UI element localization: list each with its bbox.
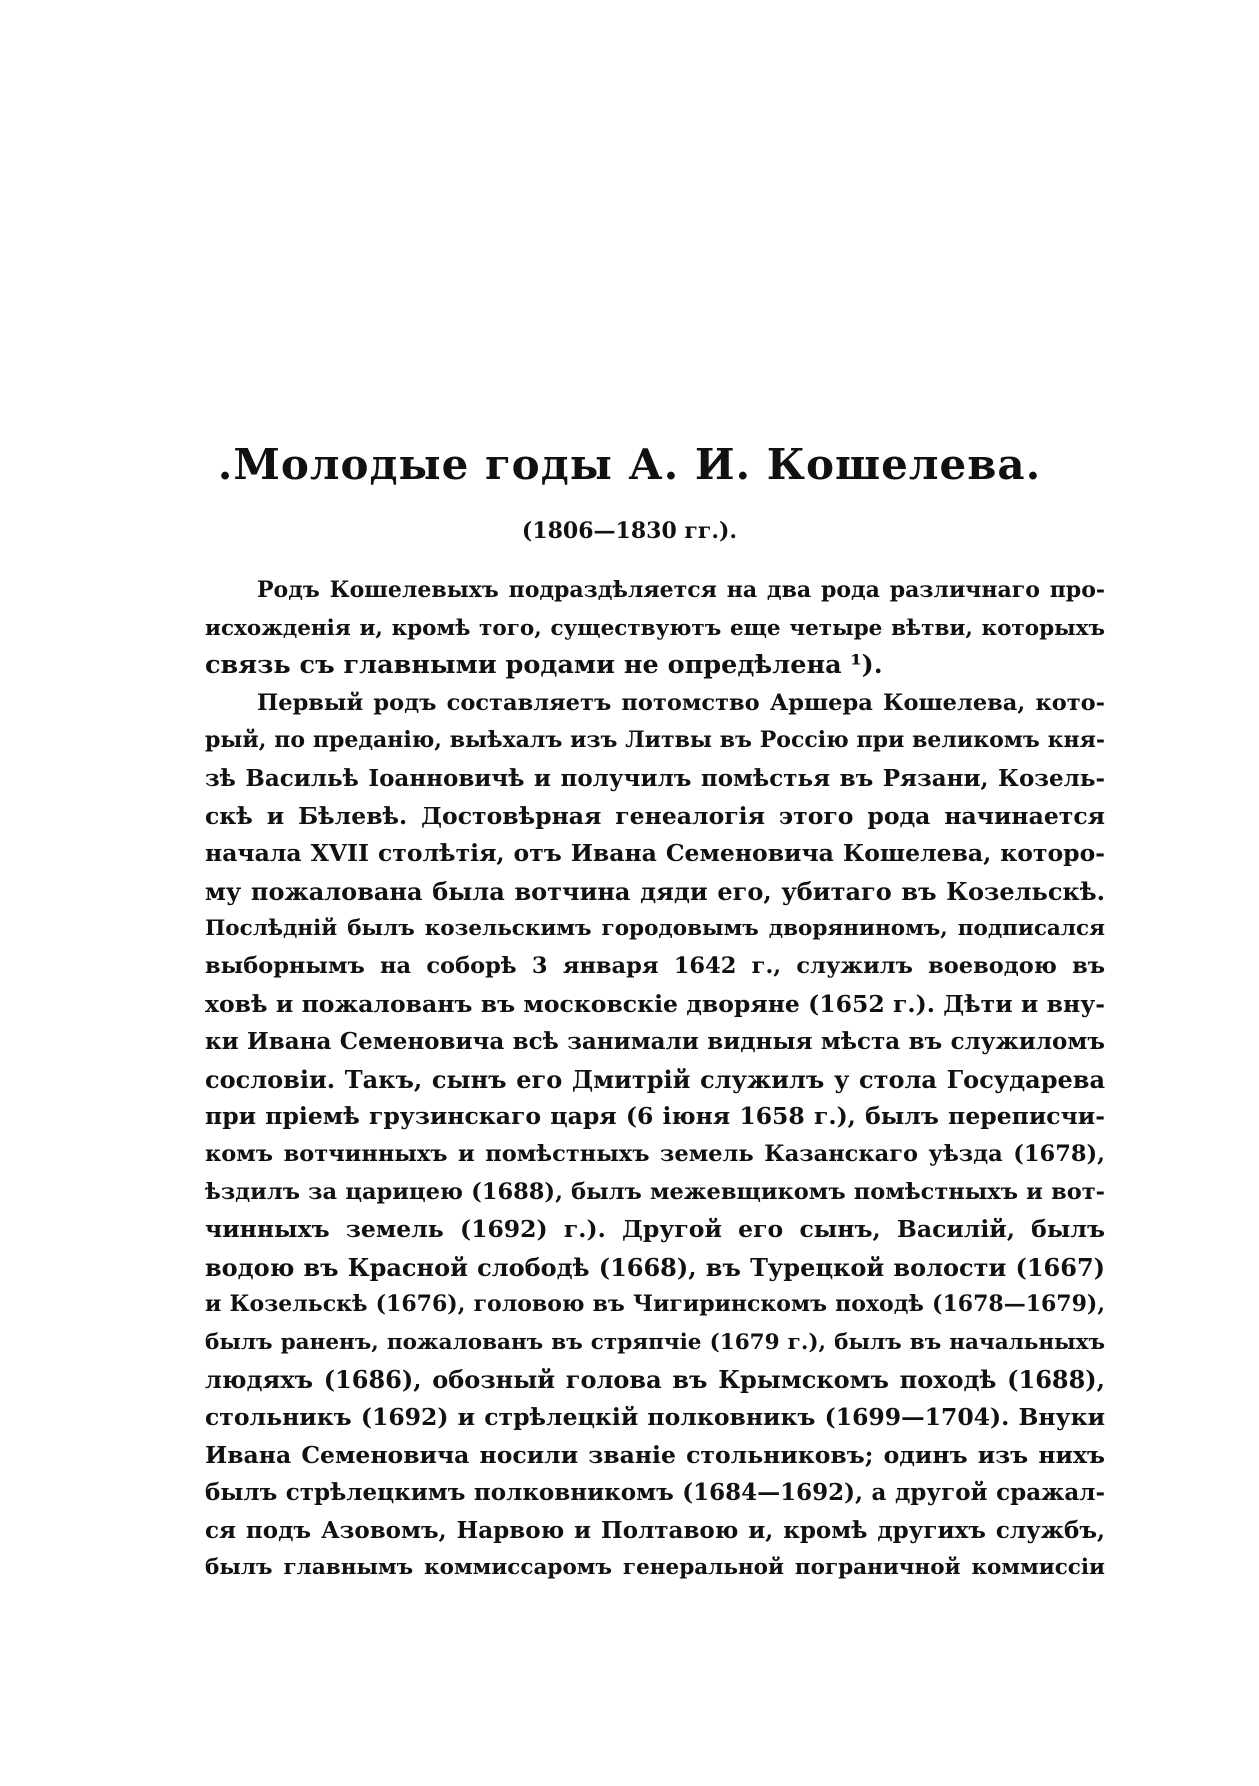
- text-line: рый, по преданію, выѣхалъ изъ Литвы въ Россію при великомъ кня-: [205, 727, 1105, 754]
- text-line: людяхъ (1686), обозный голова въ Крымскомъ походѣ (1688),: [205, 1365, 1105, 1395]
- text-line: при пріемѣ грузинскаго царя (6 іюня 1658 г.), былъ переписчи-: [205, 1102, 1105, 1131]
- text-line: исхожденія и, кромѣ того, существуютъ еще четыре вѣтви, которыхъ: [205, 615, 1105, 641]
- text-line: ся подъ Азовомъ, Нарвою и Полтавою и, кромѣ другихъ службъ,: [205, 1516, 1105, 1544]
- text-line: начала XVII столѣтія, отъ Ивана Семеновича Кошелева, которо-: [205, 839, 1105, 868]
- text-line: комъ вотчинныхъ и помѣстныхъ земель Казанскаго уѣзда (1678),: [205, 1140, 1105, 1167]
- text-line: связь съ главными родами не опредѣлена ¹).: [205, 650, 883, 681]
- text-line: выборнымъ на соборѣ 3 января 1642 г., служилъ воеводою въ: [205, 952, 1105, 979]
- text-line: былъ главнымъ коммиссаромъ генеральной пограничной коммиссіи: [205, 1555, 1105, 1581]
- text-line: чинныхъ земель (1692) г.). Другой его сынъ, Василій, былъ: [205, 1215, 1105, 1244]
- text-line: ки Ивана Семеновича всѣ занимали видныя мѣста въ служиломъ: [205, 1028, 1105, 1056]
- text-line: ѣздилъ за царицею (1688), былъ межевщикомъ помѣстныхъ и вот-: [205, 1178, 1105, 1205]
- text-line: Родъ Кошелевыхъ подраздѣляется на два рода различнаго про-: [257, 577, 1105, 603]
- body-text: [205, 572, 1105, 1587]
- text-line: сословіи. Такъ, сынъ его Дмитрій служилъ у стола Государева: [205, 1064, 1105, 1094]
- text-line: Послѣдній былъ козельскимъ городовымъ дворяниномъ, подписался: [205, 916, 1105, 942]
- text-line: скѣ и Бѣлевѣ. Достовѣрная генеалогія этого рода начинается: [205, 801, 1105, 830]
- article-title: .Молодые годы А. И. Кошелева.: [217, 440, 1042, 489]
- text-line: былъ раненъ, пожалованъ въ стряпчіе (1679 г.), былъ въ начальныхъ: [205, 1329, 1105, 1355]
- text-line: стольникъ (1692) и стрѣлецкій полковникъ (1699—1704). Внуки: [205, 1403, 1105, 1432]
- text-line: зѣ Васильѣ Іоанновичѣ и получилъ помѣстья въ Рязани, Козель-: [205, 764, 1105, 792]
- article-dates: (1806—1830 гг.).: [521, 518, 738, 544]
- text-line: му пожалована была вотчина дяди его, убитаго въ Козельскѣ.: [205, 876, 1105, 906]
- text-line: былъ стрѣлецкимъ полковникомъ (1684—1692), а другой сражал-: [205, 1479, 1105, 1507]
- text-line: и Козельскѣ (1676), головою въ Чигиринскомъ походѣ (1678—1679),: [205, 1291, 1105, 1318]
- text-line: ховѣ и пожалованъ въ московскіе дворяне (1652 г.). Дѣти и вну-: [205, 989, 1105, 1018]
- text-line: Первый родъ составляетъ потомство Аршера Кошелева, кото-: [257, 689, 1105, 716]
- text-line: водою въ Красной слободѣ (1668), въ Турецкой волости (1667): [205, 1252, 1105, 1282]
- text-line: Ивана Семеновича носили званіе стольниковъ; одинъ изъ нихъ: [205, 1440, 1105, 1469]
